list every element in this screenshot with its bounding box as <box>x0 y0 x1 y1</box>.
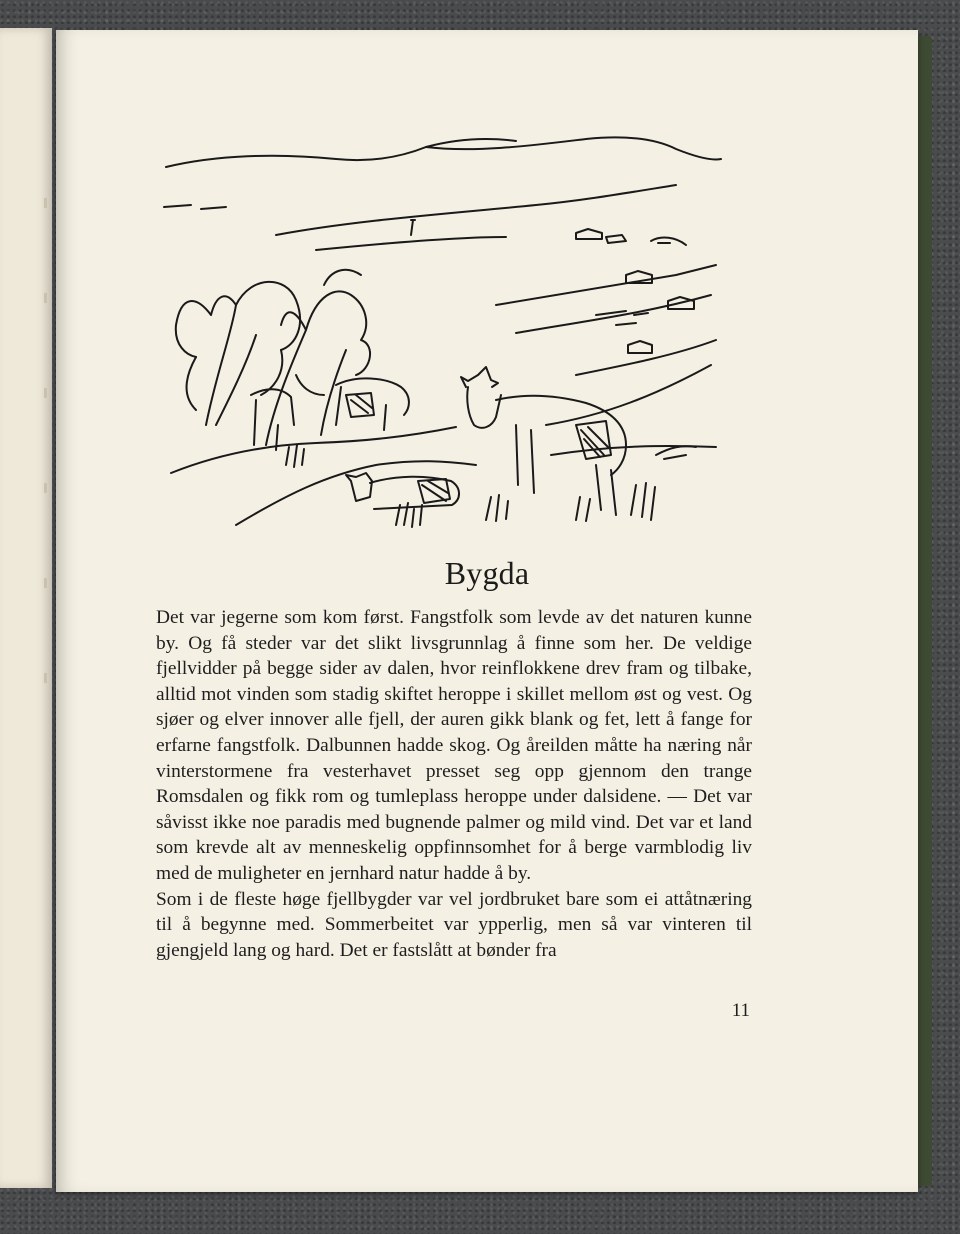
paragraph: Det var jegerne som kom først. Fangstfolk som levde av det naturen kunne by. Og få steder var det slikt livsgrunnlag å finne som her. De veldige fjellvidder på begge sider av dalen, hvor reinflokkene drev fram og tilbake, alltid mot vinden som stadig skiftet heroppe i skillet mellom øst og vest. Og sjøer og elver innover alle fjell, der auren gikk blank og fet, lett å fange for erfarne fangstfolk. Dalbunnen hadde skog. Og åreilden måtte ha næring når vinterstormene fra vesterhavet presset seg opp gjennom den trange Romsdalen og fikk rom og tumleplass heroppe under dalsidene. — Det var såvisst ikke noe paradis med bugnende palmer og mild vind. Det var et land som krevde alt av menneskelig oppfinnsomhet for å berge varmblodig liv med de muligheter en jernhard natur hadde å by. <box>156 607 752 884</box>
book-page <box>56 30 918 1192</box>
paragraph: Som i de fleste høge fjellbygder var vel jordbruket bare som ei attåtnæring til å begynne med. Sommerbeitet var ypperlig, men så var vinteren til gjengjeld lang og hard. Det er fastslått at bønder fra <box>156 888 752 961</box>
binding-stitch <box>44 578 47 588</box>
binding-stitch <box>44 483 47 493</box>
binding-stitch <box>44 673 47 683</box>
binding-stitch <box>44 198 47 208</box>
binding-stitch <box>44 388 47 398</box>
page-number: 11 <box>731 1000 750 1021</box>
left-page-edge <box>0 28 52 1188</box>
binding-stitch <box>44 293 47 303</box>
body-text <box>156 605 752 963</box>
landscape-illustration <box>156 125 726 540</box>
chapter-title: Bygda <box>444 555 530 591</box>
